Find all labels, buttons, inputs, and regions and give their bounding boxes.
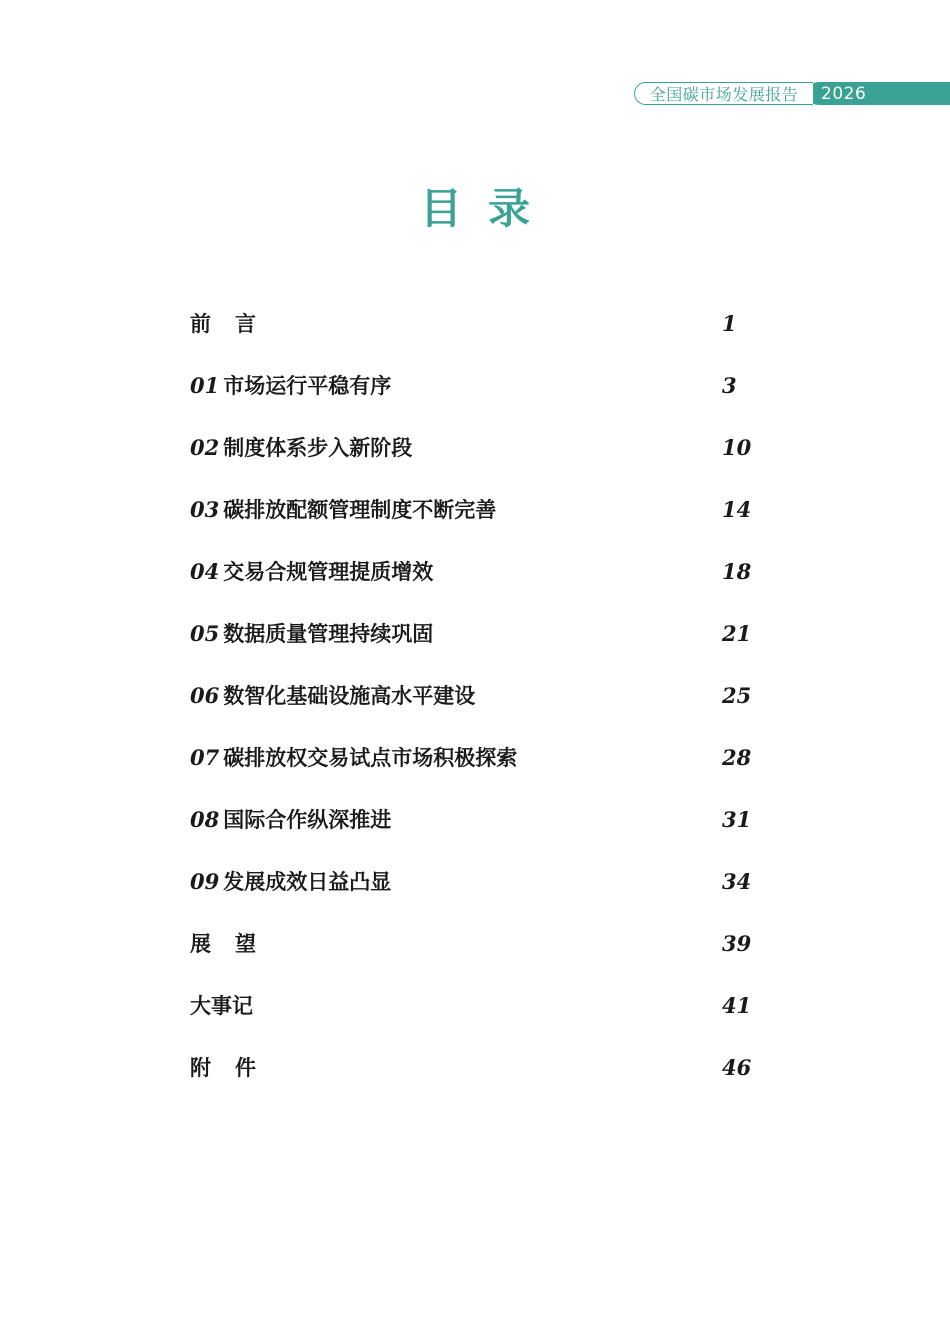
toc-entry-label — [190, 553, 433, 591]
toc-entry-chapter-02[interactable] — [190, 429, 760, 491]
report-title: 全国碳市场发展报告 — [634, 82, 813, 105]
toc-entry-chapter-08[interactable] — [190, 801, 760, 863]
toc-entry-label — [190, 863, 391, 901]
table-of-contents — [190, 305, 760, 1111]
chapter-title: 数智化基础设施高水平建设 — [223, 683, 476, 708]
toc-entry-label: 前言 — [190, 311, 280, 336]
toc-entry-label — [190, 677, 475, 715]
chapter-title: 碳排放配额管理制度不断完善 — [223, 497, 497, 522]
toc-entry-label — [190, 491, 496, 529]
toc-page-number: 25 — [722, 683, 752, 708]
toc-page-number: 39 — [722, 931, 752, 956]
chapter-number: 02 — [190, 435, 220, 460]
toc-entry-chapter-09[interactable] — [190, 863, 760, 925]
toc-entry-outlook[interactable] — [190, 925, 760, 987]
toc-page-number: 46 — [722, 1055, 752, 1080]
chapter-number: 06 — [190, 683, 220, 708]
toc-entry-label: 大事记 — [190, 993, 253, 1018]
toc-entry-chronicle[interactable] — [190, 987, 760, 1049]
chapter-title: 发展成效日益凸显 — [223, 869, 392, 894]
page-title: 目录 — [419, 184, 556, 233]
chapter-title: 制度体系步入新阶段 — [223, 435, 413, 460]
toc-entry-label — [190, 739, 517, 777]
toc-page-number: 31 — [722, 807, 752, 832]
toc-entry-chapter-07[interactable] — [190, 739, 760, 801]
chapter-number: 08 — [190, 807, 220, 832]
toc-entry-preface[interactable] — [190, 305, 760, 367]
toc-page-number: 21 — [722, 621, 752, 646]
chapter-title: 交易合规管理提质增效 — [223, 559, 434, 584]
chapter-title: 数据质量管理持续巩固 — [223, 621, 434, 646]
toc-entry-chapter-04[interactable] — [190, 553, 760, 615]
toc-entry-chapter-03[interactable] — [190, 491, 760, 553]
toc-entry-chapter-01[interactable] — [190, 367, 760, 429]
toc-page-number: 10 — [722, 435, 752, 460]
year-tab — [807, 82, 950, 105]
chapter-number: 03 — [190, 497, 220, 522]
chapter-number: 01 — [190, 373, 220, 398]
toc-entry-label — [190, 429, 412, 467]
report-year: 2026 — [821, 83, 867, 104]
toc-entry-chapter-05[interactable] — [190, 615, 760, 677]
toc-page-number: 41 — [722, 993, 752, 1018]
chapter-title: 国际合作纵深推进 — [223, 807, 392, 832]
toc-entry-label — [190, 615, 433, 653]
chapter-number: 09 — [190, 869, 220, 894]
toc-entry-label: 展望 — [190, 931, 280, 956]
toc-entry-label: 附件 — [190, 1055, 280, 1080]
toc-page-number: 3 — [722, 373, 737, 398]
toc-page-number: 28 — [722, 745, 752, 770]
toc-page-number: 18 — [722, 559, 752, 584]
chapter-title: 碳排放权交易试点市场积极探索 — [223, 745, 518, 770]
chapter-number: 05 — [190, 621, 220, 646]
toc-page-number: 34 — [722, 869, 752, 894]
toc-entry-chapter-06[interactable] — [190, 677, 760, 739]
chapter-title: 市场运行平稳有序 — [223, 373, 392, 398]
toc-entry-appendix[interactable] — [190, 1049, 760, 1111]
toc-entry-label — [190, 801, 391, 839]
report-header-badge — [634, 82, 950, 105]
toc-entry-label — [190, 367, 391, 405]
chapter-number: 04 — [190, 559, 220, 584]
toc-page-number: 14 — [722, 497, 752, 522]
toc-page-number: 1 — [722, 311, 737, 336]
chapter-number: 07 — [190, 745, 220, 770]
